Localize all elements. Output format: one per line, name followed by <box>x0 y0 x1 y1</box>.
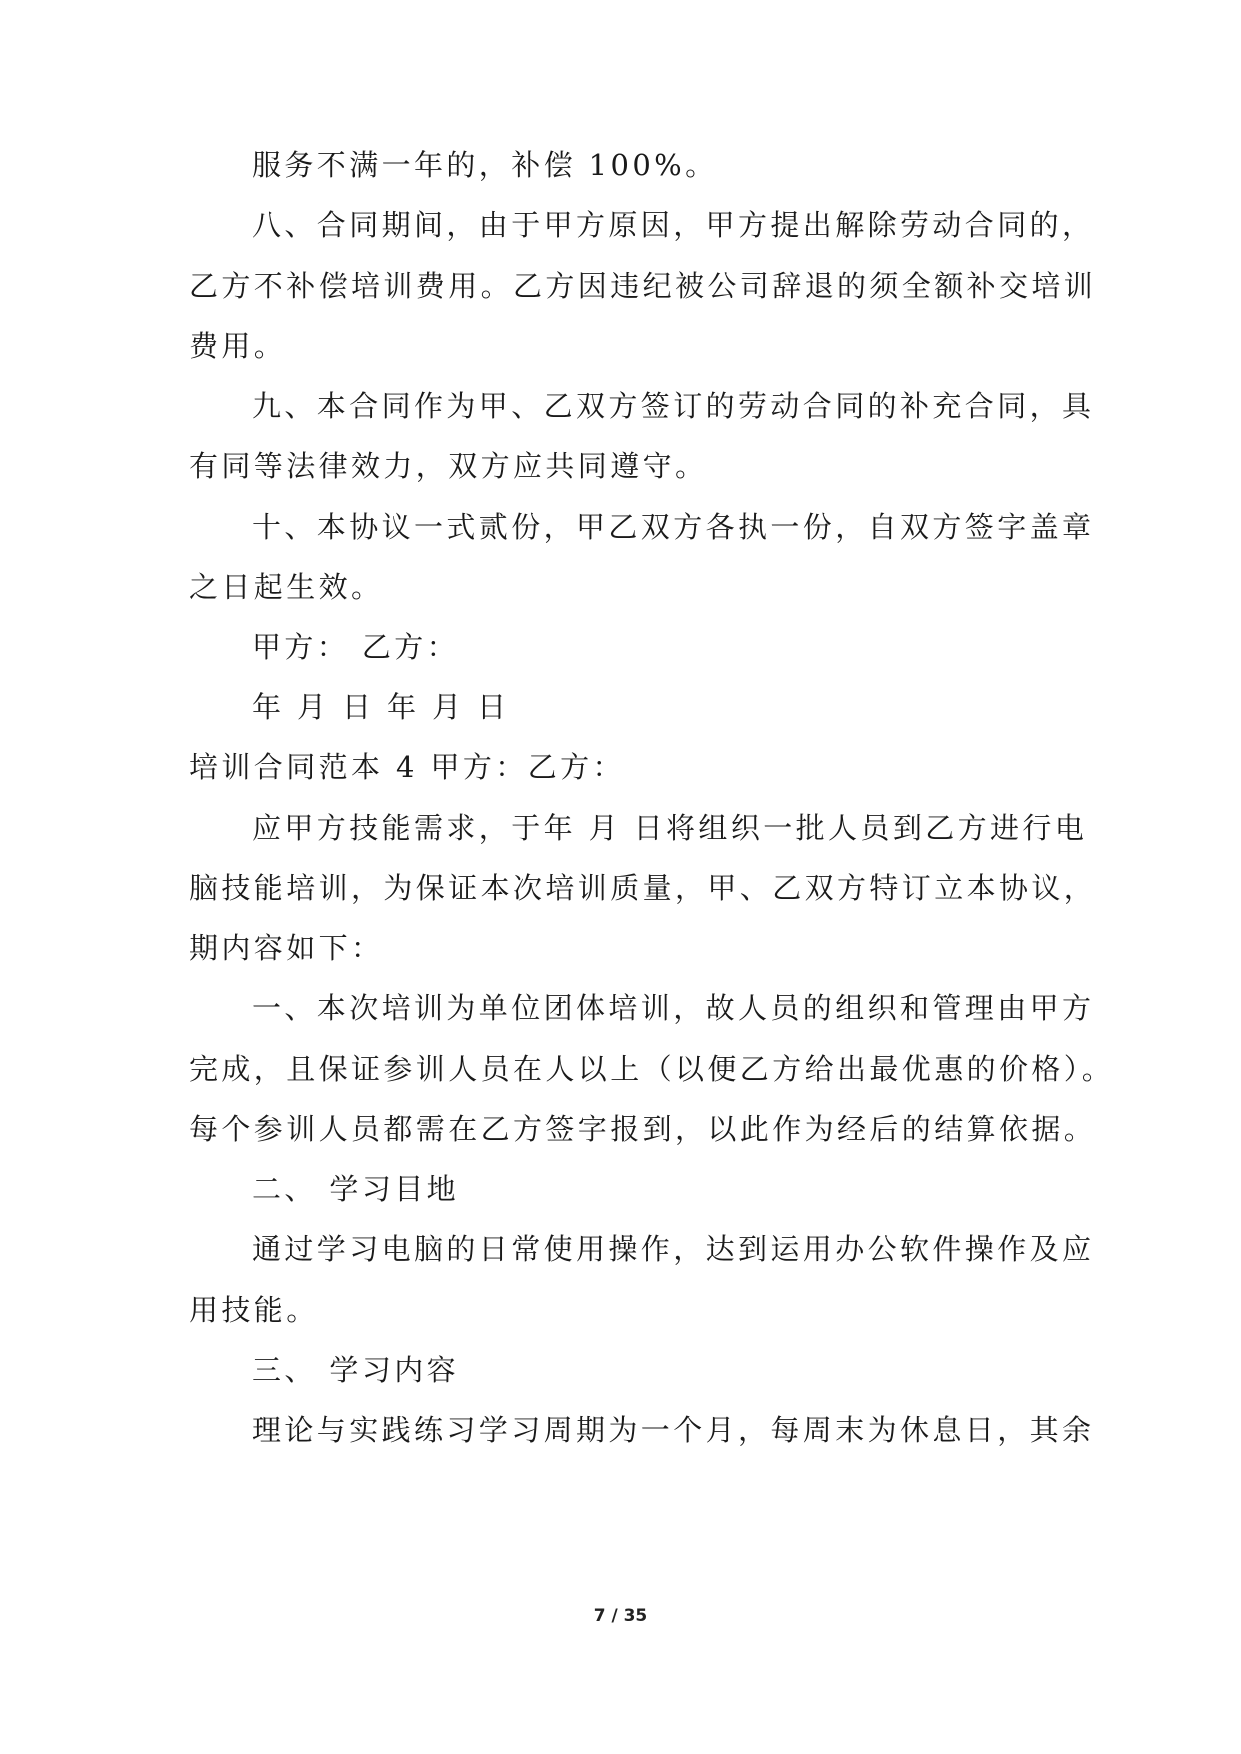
clause-9-line-1: 九、本合同作为甲、乙双方签订的劳动合同的补充合同，具 <box>252 389 1095 423</box>
clause-1-line-1: 一、本次培训为单位团体培训，故人员的组织和管理由甲方 <box>252 991 1095 1025</box>
signature-dates: 年 月 日 年 月 日 <box>252 690 510 724</box>
clause-1-line-3: 每个参训人员都需在乙方签字报到，以此作为经后的结算依据。 <box>189 1112 1097 1146</box>
clause-3-line-1: 理论与实践练习学习周期为一个月，每周末为休息日，其余 <box>252 1413 1095 1447</box>
clause-10-line-1: 十、本协议一式贰份，甲乙双方各执一份，自双方签字盖章 <box>252 510 1095 544</box>
intro-line-2: 脑技能培训，为保证本次培训质量，甲、乙双方特订立本协议， <box>189 871 1097 905</box>
intro-line-1: 应甲方技能需求，于年 月 日将组织一批人员到乙方进行电 <box>252 811 1088 845</box>
clause-8-line-2: 乙方不补偿培训费用。乙方因违纪被公司辞退的须全额补交培训 <box>189 269 1097 303</box>
section-title: 培训合同范本 4 甲方：乙方： <box>189 750 625 784</box>
clause-2-heading: 二、 学习目地 <box>252 1172 460 1206</box>
page-number: 7 / 35 <box>593 1606 648 1626</box>
clause-10-line-2: 之日起生效。 <box>189 570 384 604</box>
signature-parties: 甲方： 乙方： <box>252 630 460 664</box>
text-line: 服务不满一年的，补偿 100%。 <box>252 148 718 182</box>
clause-8-line-3: 费用。 <box>189 329 287 363</box>
clause-2-line-2: 用技能。 <box>189 1293 319 1327</box>
clause-2-line-1: 通过学习电脑的日常使用操作，达到运用办公软件操作及应 <box>252 1232 1095 1266</box>
clause-1-line-2: 完成，且保证参训人员在人以上（以便乙方给出最优惠的价格）。 <box>189 1052 1115 1086</box>
clause-8-line-1: 八、合同期间，由于甲方原因，甲方提出解除劳动合同的， <box>252 208 1095 242</box>
clause-9-line-2: 有同等法律效力，双方应共同遵守。 <box>189 449 708 483</box>
clause-3-heading: 三、 学习内容 <box>252 1353 460 1387</box>
intro-line-3: 期内容如下： <box>189 931 384 965</box>
